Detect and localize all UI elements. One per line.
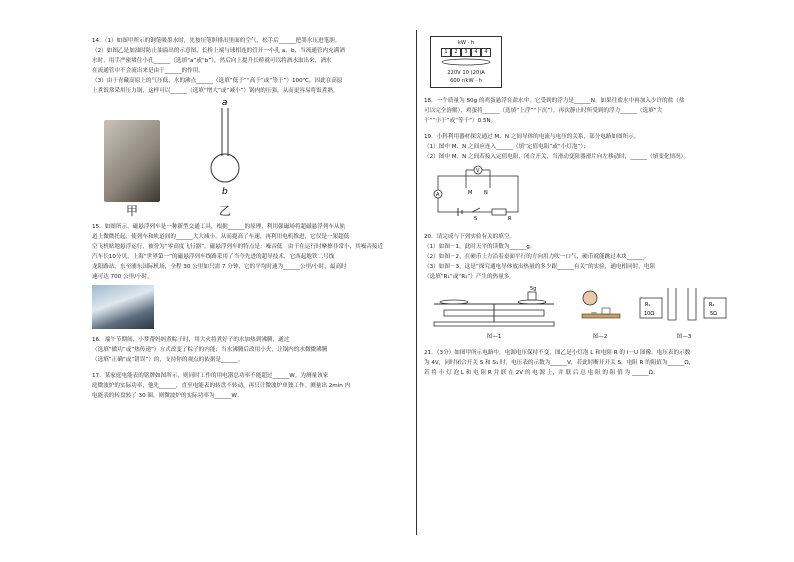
terminal-m: M: [468, 190, 473, 196]
q17-line1: 17．某家庭电能表的铭牌如图所示，则同时工作的用电器总功率不能超过______W。为测量该家: [92, 373, 329, 379]
left-column: [92, 36, 404, 407]
q20-line4: （3）如图－3，这是“探究通电导体放出热量的多少跟______有关”的实验，通电相同时，电阻: [424, 264, 656, 270]
q21-line2: 为 4V，同时闭合开关 S 和 S₁ 时，电压表的示数为______V，若此时断开开关 S，电阻 R 的阻值为______Ω，: [424, 360, 695, 366]
q14-figures: [104, 98, 404, 216]
q14-part2-line3: 在流通管中不会流出来是由于______的作用。: [92, 68, 204, 74]
figure-3: [636, 284, 732, 342]
meter-digits: [433, 48, 499, 57]
figure-jia: [104, 120, 160, 216]
q20-line1: 20．请完成与下列实验有关的填空。: [424, 234, 516, 240]
figure-1: [424, 284, 564, 342]
question-17: [92, 371, 404, 401]
meter-digit-5: 4: [481, 48, 491, 57]
q14-part3-line2: 上煮饭常采用压力锅，这样可以______（选填“增大”或“减小”）锅内的压强，从而更容易将饭煮熟。: [92, 88, 339, 94]
pipette-label-a: a: [222, 98, 228, 108]
q14-part1: 14．（1）如图甲所示的钢笔吸墨水时，先按压笔胆排出里面的空气，松手后______把墨水压进笔胆。: [92, 38, 341, 44]
q14-part2-line1: （2）如图乙是加油时防止油溢出的示意图，长桥上端与球相连的管开一小孔 a、b，当流通管内充满酒: [92, 48, 345, 54]
q16-line2: （选填“做功”或“热传递”）方式改变了粽子的内能；当水沸腾后改用小火，让锅内的水微微沸腾: [92, 347, 328, 353]
question-21: [424, 348, 742, 378]
q21-line3: 若 将 小 灯 泡 L 和 电 阻 R 并 联 在 2V 的 电 源 上，并 联 后 总 电 阻 的 阻 值 为 ______Ω。: [424, 370, 659, 376]
ammeter-symbol: A: [436, 192, 440, 198]
fountain-pen-photo: [104, 120, 160, 202]
figure-yi: [200, 98, 250, 216]
coin-blow-diagram: [578, 284, 622, 328]
figure-2-caption: 图—2: [592, 334, 608, 340]
question-19: [424, 132, 742, 226]
meter-spec: 220V 10 (20)A: [447, 70, 485, 76]
q15-line1: 15．如图所示，磁悬浮列车是一种新型交通工具，根据______的原理，利用强磁场将超磁悬浮列车从轨: [92, 224, 346, 230]
q20-figures: [424, 284, 742, 342]
question-16: [92, 335, 404, 365]
column-divider: [416, 30, 417, 535]
balance-scale-diagram: [424, 284, 564, 328]
right-column: [424, 36, 742, 384]
pipette-diagram: [200, 98, 250, 198]
q16-line3: （选填“正确”或“错误”）的，支持你的观点的依据是______。: [92, 357, 244, 363]
q21-line1: 21．（3分）如图甲所示电路中，电源电压保持不变，图乙是小灯泡 L 和电阻 R 的 I－U 图像，电压表的示数: [424, 350, 691, 356]
figure-1-caption: 图—1: [486, 334, 502, 340]
q18-line3: 于”“小于”或“等于”）0.5N。: [424, 118, 497, 124]
q14-part3-line1: （3）由于青藏高原上的气压低，水的沸点______（选填“低于”“高于”或“等于”）100℃，因此在高原: [92, 78, 343, 84]
q18-line1: 18．一个质量为 50g 的鸡蛋悬浮在盐水中，它受到的浮力是______N，如果往盐水中再加入少许的盐（盐: [424, 98, 685, 104]
voltmeter-symbol: V: [476, 168, 480, 174]
q15-line2: 道上微微托起，使列车和轨道间的______大大减小，从而提高了车速，再利用电机推进，它仅是一架超低: [92, 234, 350, 240]
question-15: [92, 222, 404, 329]
maglev-train-photo: [92, 285, 154, 329]
q16-line1: 16．端午节期间，小梦帮妈妈煮粽子时，用大火将煮好子的水加热到沸腾，通过: [92, 337, 290, 343]
q20-line2: （1）如图－1，此时天平的读数为______g。: [424, 244, 536, 250]
q15-line6: 速可达 700 公里/小时。: [92, 274, 153, 280]
r1-label: R₁: [645, 302, 651, 308]
figure-2: [578, 284, 622, 342]
circuit-diagram: [428, 164, 528, 222]
q15-line4: 汽车长10分贝，上海“世界第一”的磁悬浮列车线路采用了当今先进的超导技术，它西起地铁二号线: [92, 254, 335, 260]
q14-part2-line2: 水时，用手严密堵住小孔______（选填“a”或“b”），然后向上提升长桥就可以将酒水取出来，酒水: [92, 58, 332, 64]
question-14: [92, 36, 404, 216]
meter-digit-4: 4: [471, 48, 481, 57]
q19-line2: （1）图中 M、N 之间应连入______（填“定值电阻”或“小灯泡”）；: [424, 144, 589, 150]
r2-value: 5Ω: [710, 311, 718, 317]
r1-value: 10Ω: [644, 311, 655, 317]
figure-yi-caption: 乙: [218, 204, 231, 218]
r2-label: R₂: [709, 302, 715, 308]
terminal-n: N: [484, 190, 488, 196]
question-20: [424, 232, 742, 342]
figure-jia-caption: 甲: [125, 204, 138, 218]
meter-digit-3: 3: [461, 48, 471, 57]
rheostat-label: R: [508, 216, 512, 222]
figure-3-caption: 图—3: [676, 334, 692, 340]
q17-line2: 庭微波炉的实际功率，他先______，直至电能表的转盘不转动，再只让微波炉单独工作。测量出 2min 内: [92, 383, 351, 389]
question-18: [424, 96, 742, 126]
q19-line1: 19．小科利用器材探究通过 M、N 之间导体的电流与电压的关系，部分电路如图所示。: [424, 134, 640, 140]
q17-line3: 电能表的转盘转了 30 圈，则微波炉的实际功率为______W。: [92, 393, 243, 399]
q20-line3: （2）如图－2，在硬币上方沿着桌面平行的方向用力吹一口气，硬币就能跳过木块______。: [424, 254, 650, 260]
electricity-meter: [430, 36, 502, 88]
switch-label: S: [474, 216, 478, 222]
pipette-label-b: b: [222, 187, 228, 197]
q19-line3: （2）图中 M、N 之间若接入定值电阻，闭合开关，当滑动变阻器滑片向左移动时，______（填变化情况）。: [424, 154, 690, 160]
q15-line3: 空飞机贴地悬浮运行，被誉为“零高度飞行器”。磁悬浮列车的特点是：噪音低 由于在运行时摩擦非常小，其噪音接近: [92, 244, 384, 250]
q20-line5: （选填“R₁”或“R₂”）产生的热量多。: [424, 274, 515, 280]
q18-line2: 可以完全溶解），鸡蛋将______（选填“上浮”“下沉”），再次静止时所受到的浮力______（选填“大: [424, 108, 663, 114]
meter-disc-icon: [438, 58, 494, 66]
meter-digit-2: 2: [451, 48, 461, 57]
joule-heat-diagram: [636, 284, 732, 328]
weight-label: 5g: [530, 286, 537, 292]
meter-digit-1: 1: [441, 48, 451, 57]
meter-rate: 600 r/kW · h: [450, 78, 482, 84]
q15-line5: 龙阳路站，东至浦东国际机场，全程 30 公里如只需 7 分钟，它的平均时速为______公里/小时，最高时: [92, 264, 347, 270]
meter-unit: kW · h: [457, 40, 475, 46]
